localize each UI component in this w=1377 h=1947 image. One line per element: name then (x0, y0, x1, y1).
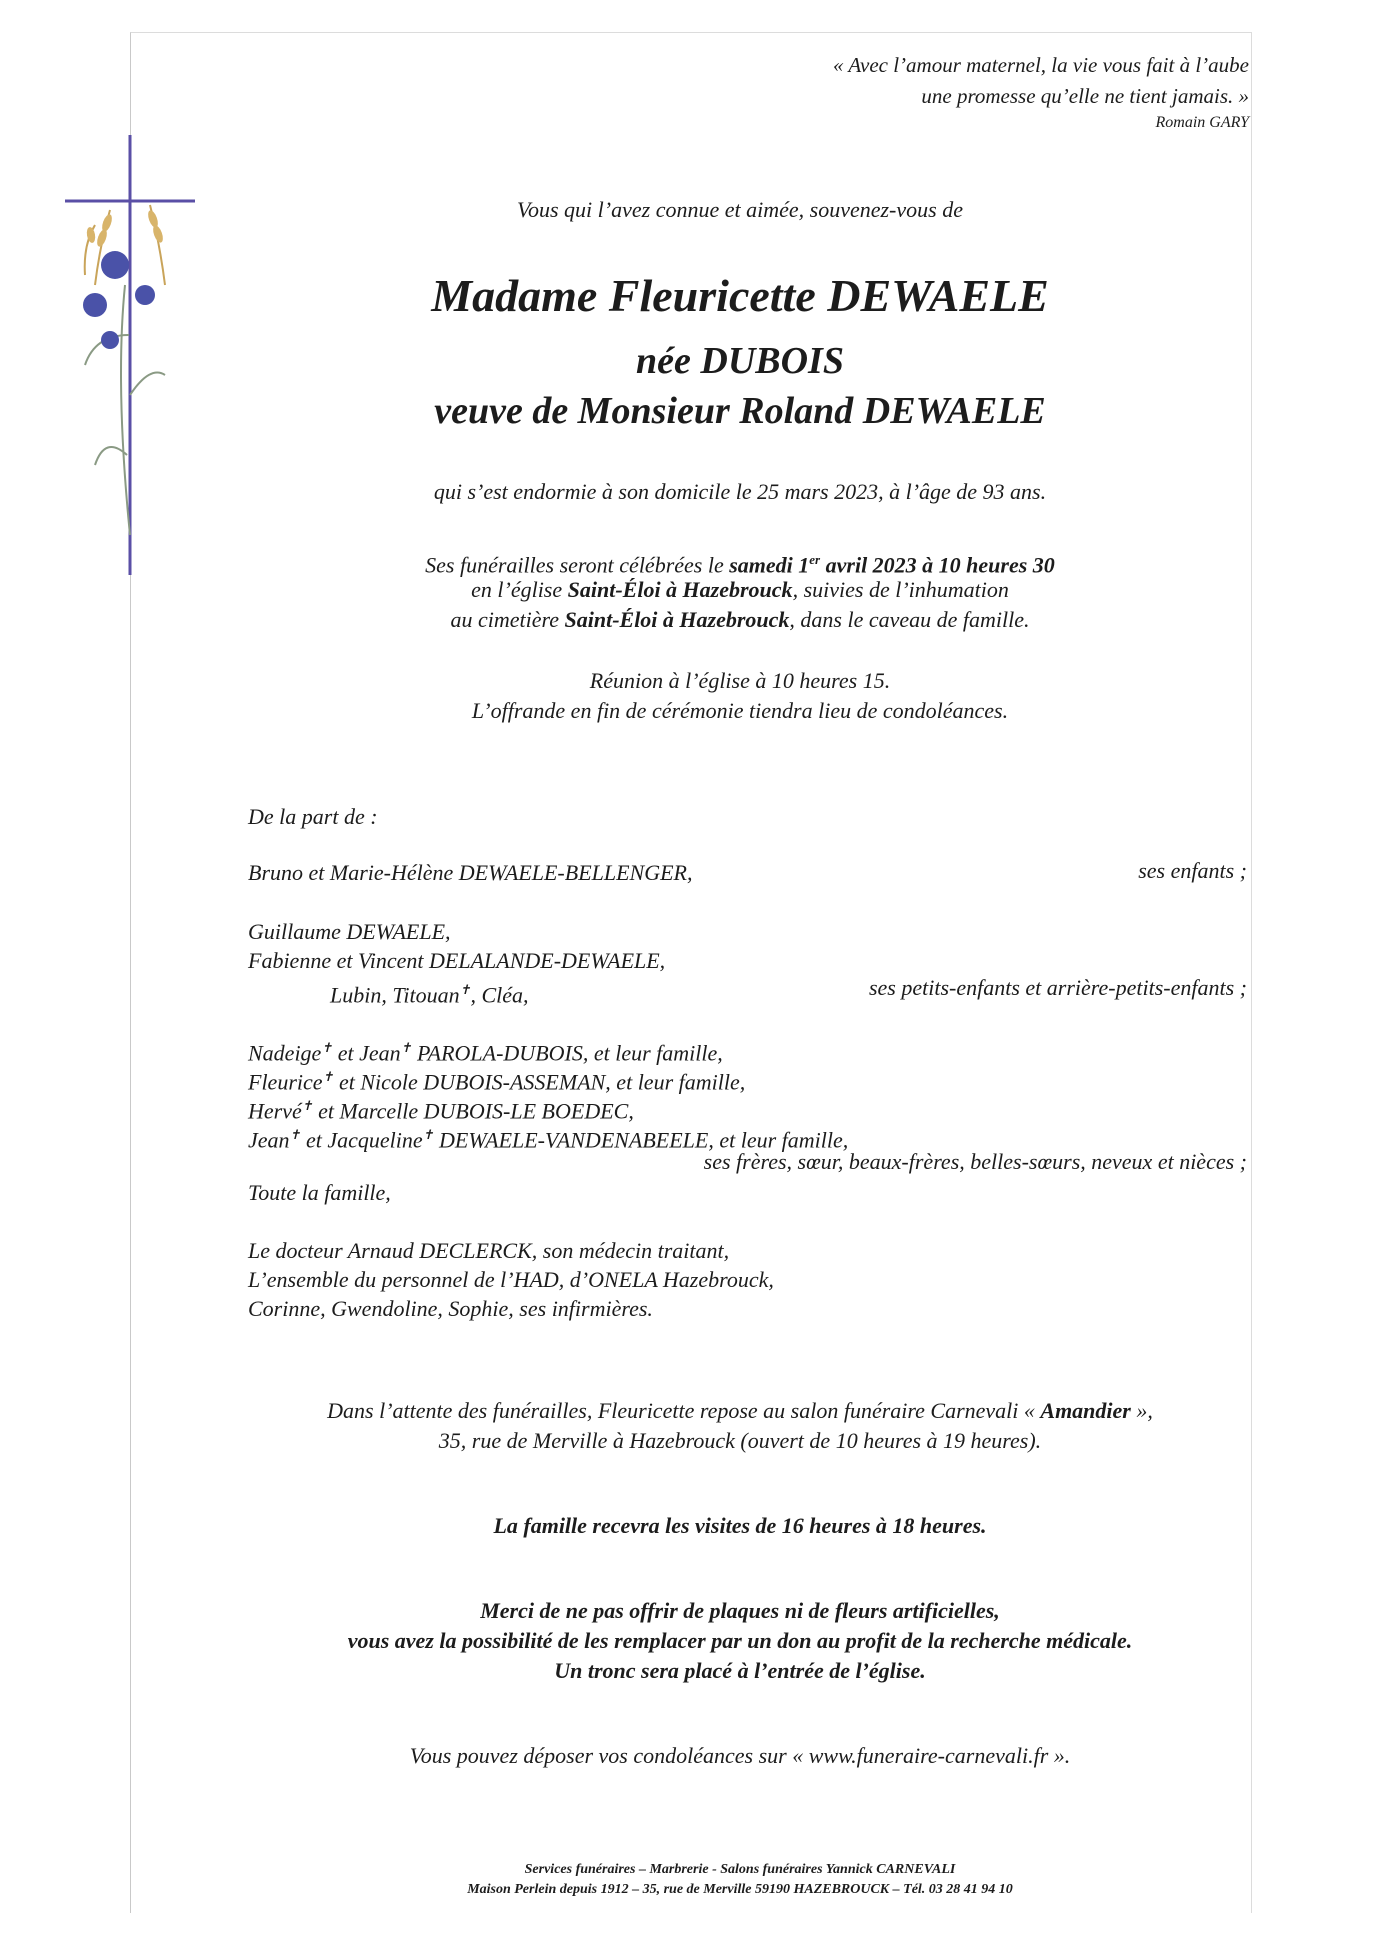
cross-mark: ✝ (289, 1127, 301, 1142)
funeral-line-1: Ses funérailles seront célébrées le samedi 1er avril 2023 à 10 heures 30 (425, 552, 1055, 578)
cross-mark: ✝ (321, 1040, 333, 1055)
de-la-part-label: De la part de : (248, 804, 378, 829)
salon-line-1: Dans l’attente des funérailles, Fleuricette repose au salon funéraire Carnevali « Amandier », (327, 1398, 1153, 1423)
cross-mark: ✝ (400, 1040, 412, 1055)
merci-line-2: vous avez la possibilité de les remplacer par un don au profit de la recherche médicale. (347, 1628, 1133, 1653)
condoleances-text: Vous pouvez déposer vos condoléances sur « www.funeraire-carnevali.fr ». (409, 1743, 1071, 1768)
grandchild-2: Fabienne et Vincent DELALANDE-DEWAELE, (248, 948, 666, 973)
footer-line-1: Services funéraires – Marbrerie - Salons funéraires Yannick CARNEVALI (524, 1862, 956, 1877)
death-announcement: qui s’est endormie à son domicile le 25 mars 2023, à l’âge de 93 ans. (433, 479, 1047, 504)
sibling-line-4: Jean✝ et Jacqueline✝ DEWAELE-VANDENABEELE, et leur famille, (248, 1127, 849, 1153)
children-names: Bruno et Marie-Hélène DEWAELE-BELLENGER, (248, 860, 693, 885)
cross-mark: ✝ (301, 1098, 313, 1113)
quote-author: Romain GARY (1155, 114, 1249, 131)
stems (85, 285, 165, 535)
funeral-line-2: en l’église Saint-Éloi à Hazebrouck, suivies de l’inhumation (471, 577, 1009, 602)
sibling-line-2: Fleurice✝ et Nicole DUBOIS-ASSEMAN, et leur famille, (248, 1069, 746, 1095)
cross-mark: ✝ (422, 1127, 434, 1142)
wheat-grains (86, 209, 165, 248)
funeral-line-3: au cimetière Saint-Éloi à Hazebrouck, dans le caveau de famille. (450, 607, 1030, 632)
cornflower-2 (83, 293, 107, 317)
doctor-line: Le docteur Arnaud DECLERCK, son médecin traitant, (248, 1238, 730, 1263)
cornflower-1 (101, 251, 129, 279)
grandchild-1: Guillaume DEWAELE, (248, 919, 451, 944)
cornflower-4 (101, 331, 119, 349)
visits-text: La famille recevra les visites de 16 heures à 18 heures. (493, 1513, 987, 1538)
maiden-name: née DUBOIS (636, 340, 844, 382)
grandchildren-relation: ses petits-enfants et arrière-petits-enfants ; (868, 975, 1247, 1000)
footer (190, 1860, 1290, 1900)
cornflower-3 (135, 285, 155, 305)
great-grandchildren: Lubin, Titouan✝, Cléa, (330, 982, 529, 1008)
cross-mark: ✝ (459, 982, 471, 997)
intro-text: Vous qui l’avez connue et aimée, souvenez-vous de (517, 197, 963, 222)
offrande-text: L’offrande en fin de cérémonie tiendra lieu de condoléances. (471, 698, 1009, 723)
sibling-line-1: Nadeige✝ et Jean✝ PAROLA-DUBOIS, et leur famille, (248, 1040, 723, 1066)
reunion-text: Réunion à l’église à 10 heures 15. (589, 668, 891, 693)
whole-family: Toute la famille, (248, 1180, 391, 1205)
epigraph-quote (833, 50, 1249, 134)
nurses-line: Corinne, Gwendoline, Sophie, ses infirmières. (248, 1296, 653, 1321)
merci-line-1: Merci de ne pas offrir de plaques ni de fleurs artificielles, (480, 1598, 1000, 1623)
siblings-relation: ses frères, sœur, beaux-frères, belles-sœurs, neveux et nièces ; (703, 1149, 1247, 1174)
widow-of: veuve de Monsieur Roland DEWAELE (434, 390, 1046, 432)
children-relation: ses enfants ; (1138, 858, 1247, 883)
merci-line-3: Un tronc sera placé à l’entrée de l’église. (554, 1658, 926, 1683)
staff-line: L’ensemble du personnel de l’HAD, d’ONELA Hazebrouck, (248, 1267, 774, 1292)
footer-line-2: Maison Perlein depuis 1912 – 35, rue de Merville 59190 HAZEBROUCK – Tél. 03 28 41 94 10 (467, 1882, 1013, 1897)
quote-line-2: une promesse qu’elle ne tient jamais. » (921, 84, 1249, 108)
sibling-line-3: Hervé✝ et Marcelle DUBOIS-LE BOEDEC, (248, 1098, 634, 1124)
quote-line-1: « Avec l’amour maternel, la vie vous fait à l’aube (832, 53, 1249, 77)
cross-mark: ✝ (322, 1069, 334, 1084)
cornflowers (83, 251, 155, 349)
deceased-name: Madame Fleuricette DEWAELE (431, 270, 1049, 321)
salon-line-2: 35, rue de Merville à Hazebrouck (ouvert de 10 heures à 19 heures). (438, 1428, 1042, 1453)
